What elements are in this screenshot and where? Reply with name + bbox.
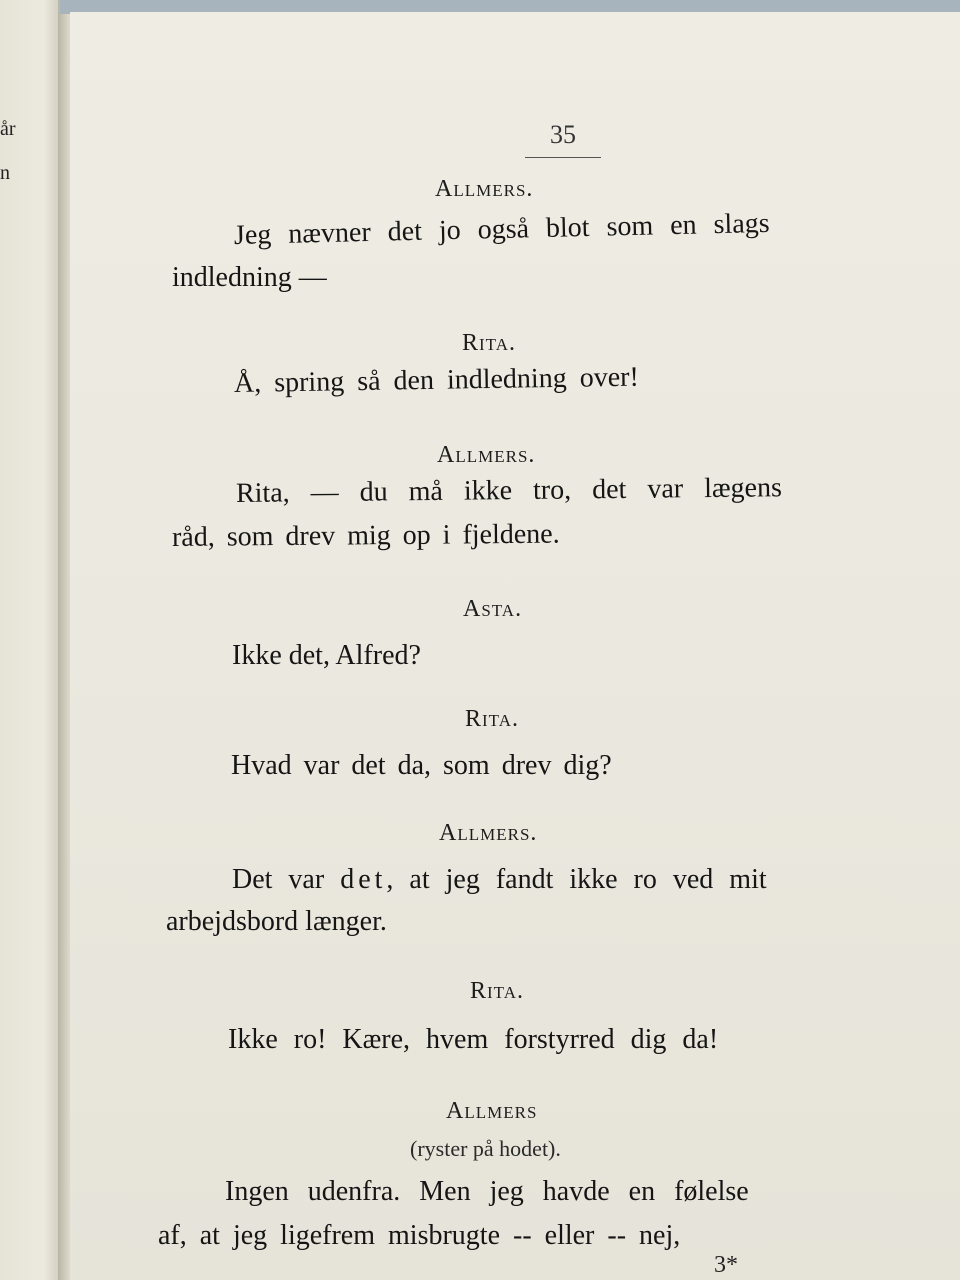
- speaker-name: Rita.: [465, 706, 519, 732]
- dialogue-line: arbejdsbord længer.: [166, 906, 387, 937]
- facing-page-edge: [0, 0, 62, 1280]
- speaker-name: Rita.: [470, 978, 524, 1004]
- dialogue-line: Ingen udenfra. Men jeg havde en følelse: [225, 1176, 749, 1207]
- dialogue-line: indledning —: [172, 262, 327, 293]
- speaker-name: Allmers.: [439, 820, 538, 846]
- speaker-name: Rita.: [462, 330, 516, 356]
- dialogue-line: af, at jeg ligefrem misbrugte -- eller -- nej,: [158, 1220, 681, 1251]
- dialogue-line: Ikke det, Alfred?: [232, 640, 421, 671]
- speaker-name: Allmers.: [437, 442, 536, 468]
- dialogue-text: , at jeg fandt ikke ro ved mit: [386, 864, 767, 895]
- speaker-name: Allmers.: [435, 176, 534, 202]
- dialogue-line: Rita, — du må ikke tro, det var lægens: [235, 472, 783, 509]
- dialogue-line: råd, som drev mig op i fjeldene.: [171, 518, 560, 553]
- emphasized-word: det: [340, 864, 387, 895]
- speaker-name: Asta.: [463, 596, 523, 622]
- facing-page-fragment: år: [0, 118, 16, 140]
- dialogue-line: [232, 864, 767, 896]
- stage-direction: (ryster på hodet).: [410, 1136, 561, 1161]
- page-number: 35: [550, 120, 576, 149]
- dialogue-text: Det var: [232, 864, 341, 895]
- page-number-rule: [525, 157, 601, 158]
- dialogue-line: Jeg nævner det jo også blot som en slags: [233, 207, 770, 251]
- speaker-name: Allmers: [446, 1098, 538, 1124]
- signature-mark: 3*: [714, 1252, 738, 1278]
- dialogue-line: Å, spring så den indledning over!: [233, 361, 640, 399]
- dialogue-line: Hvad var det da, som drev dig?: [231, 750, 612, 781]
- dialogue-line: Ikke ro! Kære, hvem forstyrred dig da!: [228, 1024, 719, 1055]
- book-page: [70, 12, 960, 1280]
- facing-page-fragment: n: [0, 162, 10, 184]
